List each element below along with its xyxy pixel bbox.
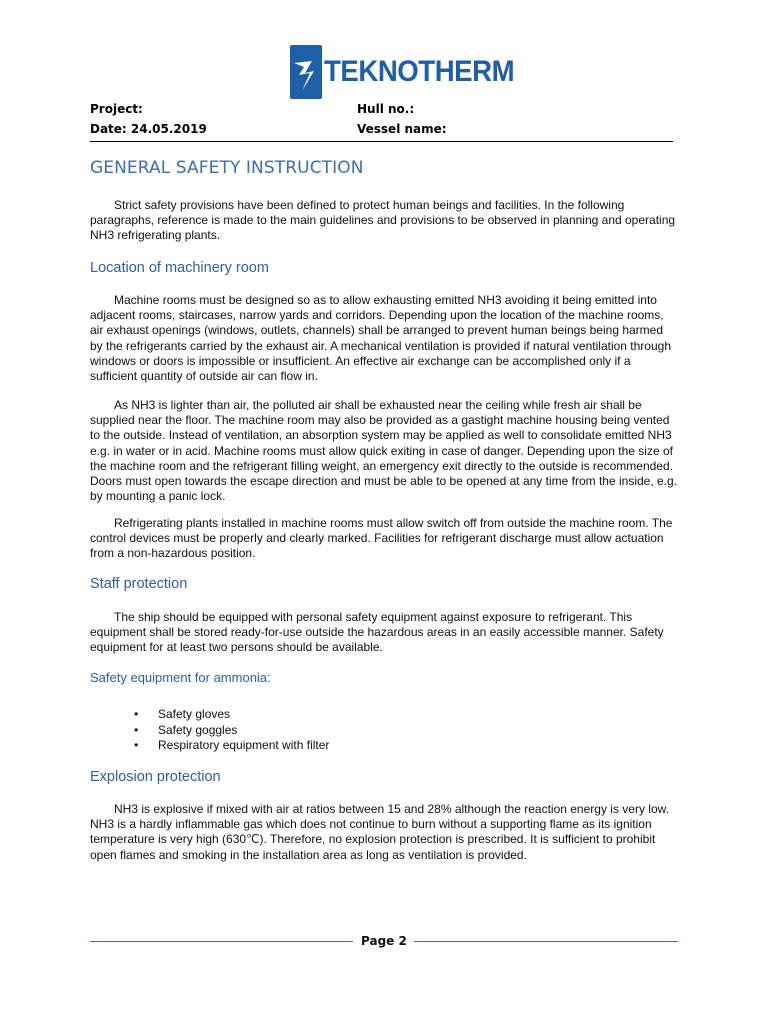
company-logo bbox=[290, 45, 531, 99]
intro-paragraph: Strict safety provisions have been defined to protect human beings and facilities. In the following paragraphs, reference is made to the main guidelines and provisions to be observed in planning and operating NH3 refrigerating plants. bbox=[90, 198, 676, 243]
location-paragraph-2: As NH3 is lighter than air, the polluted air shall be exhausted near the ceiling while fresh air shall be supplied near the floor. The machine room may also be provided as a gastight machine housing being vented to the outside. Instead of ventilation, an absorption system may be applied as well to consolidate emitted NH3 e.g. in water or in acid. Machine rooms must allow quick exiting in case of danger. Depending upon the size of the machine room and the refrigerant filling weight, an emergency exit directly to the outside is recommended. Doors must open towards the escape direction and must be able to be opened at any time from the inside, e.g. by mounting a panic lock. bbox=[90, 398, 678, 504]
date-label: Date: 24.05.2019 bbox=[90, 122, 207, 136]
footer-line-right bbox=[414, 941, 678, 942]
page-number: Page 2 bbox=[361, 934, 407, 948]
heading-safety-equipment: Safety equipment for ammonia: bbox=[90, 670, 271, 685]
project-label: Project: bbox=[90, 102, 143, 116]
hull-label: Hull no.: bbox=[357, 102, 415, 116]
location-paragraph-3: Refrigerating plants installed in machine rooms must allow switch off from outside the machine room. The control devices must be properly and clearly marked. Facilities for refrigerant discharge must allow actuation from a non-hazardous position. bbox=[90, 516, 673, 561]
heading-staff-protection: Staff protection bbox=[90, 576, 188, 592]
brand-name: TEKNOTHERM bbox=[324, 55, 515, 88]
vessel-name-label: Vessel name: bbox=[357, 122, 447, 136]
bullet-icon: • bbox=[134, 707, 139, 721]
list-item: • Respiratory equipment with filter bbox=[134, 738, 330, 752]
header-divider bbox=[90, 141, 673, 142]
safety-equipment-list bbox=[134, 707, 329, 754]
explosion-paragraph: NH3 is explosive if mixed with air at ratios between 15 and 28% although the reaction energy is very low. NH3 is a hardly inflammable gas which does not continue to burn without a supporting flame as its ignition temperature is very high (630℃). Therefore, no explosion protection is prescribed. It is sufficient to prohibit open flames and smoking in the installation area as long as ventilation is provided. bbox=[90, 802, 669, 862]
bullet-icon: • bbox=[134, 722, 139, 737]
footer-line-left bbox=[90, 941, 353, 942]
list-item: • Safety gloves bbox=[134, 707, 231, 721]
page-title: GENERAL SAFETY INSTRUCTION bbox=[90, 158, 364, 178]
staff-paragraph: The ship should be equipped with personal safety equipment against exposure to refrigerant. This equipment shall be stored ready-for-use outside the hazardous areas in an easily accessible manner. Safety equipment for at least two persons should be available. bbox=[90, 610, 664, 655]
heading-location: Location of machinery room bbox=[90, 260, 269, 276]
list-item: • Safety goggles bbox=[134, 722, 238, 737]
location-paragraph-1: Machine rooms must be designed so as to allow exhausting emitted NH3 avoiding it being emitted into adjacent rooms, staircases, narrow yards and corridors. Depending upon the location of the machine rooms, air exhaust openings (windows, outlets, channels) shall be arranged to prevent human beings being harmed by the refrigerants carried by the exhaust air. A mechanical ventilation is provided if natural ventilation through windows or doors is impossible or insufficient. An effective air exchange can be accomplished only if a sufficient quantity of outside air can flow in. bbox=[90, 293, 671, 384]
bullet-icon: • bbox=[134, 738, 139, 752]
heading-explosion-protection: Explosion protection bbox=[90, 769, 221, 785]
teknotherm-logo-icon bbox=[290, 45, 322, 99]
